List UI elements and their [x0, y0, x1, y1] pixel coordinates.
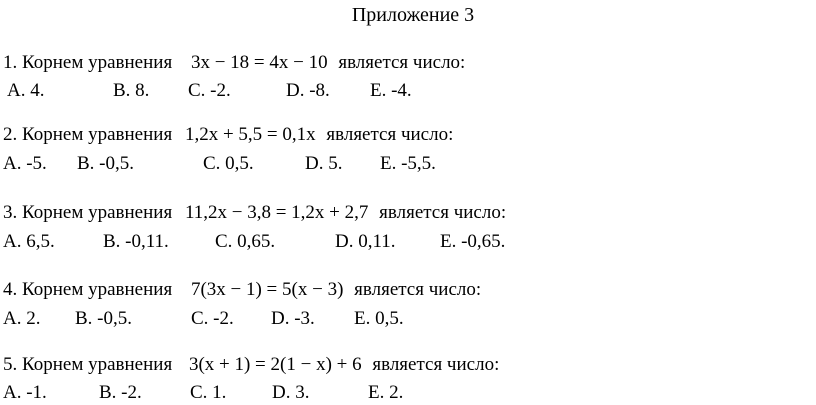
answer-d: D. -8.	[286, 80, 330, 101]
question-2	[3, 124, 453, 146]
answer-a: A. -5.	[3, 153, 47, 174]
answer-a: A. 6,5.	[3, 231, 55, 252]
answer-b: B. -0,11.	[103, 231, 169, 252]
answer-c: C. 1.	[190, 382, 227, 403]
question-5-prefix: 5. Корнем уравнения	[3, 354, 173, 375]
answer-c: C. 0,5.	[203, 153, 254, 174]
answer-b: B. -0,5.	[77, 153, 134, 174]
answer-e: E. 2.	[368, 382, 404, 403]
question-1	[3, 52, 465, 74]
question-1-equation: 3x − 18 = 4x − 10	[190, 52, 328, 73]
answer-a: A. 4.	[7, 80, 45, 101]
answer-a: A. -1.	[3, 382, 47, 403]
question-3-prefix: 3. Корнем уравнения	[3, 202, 173, 223]
question-5-equation: 3(x + 1) = 2(1 − x) + 6	[188, 354, 362, 375]
answer-e: E. -4.	[370, 80, 412, 101]
answer-d: D. 5.	[305, 153, 343, 174]
question-2-equation: 1,2x + 5,5 = 0,1x	[184, 124, 316, 145]
answer-e: E. 0,5.	[354, 308, 404, 329]
answer-b: B. -0,5.	[75, 308, 132, 329]
page-title: Приложение 3	[351, 4, 475, 26]
question-4-equation: 7(3x − 1) = 5(x − 3)	[190, 279, 344, 300]
question-1-prefix: 1. Корнем уравнения	[3, 52, 173, 73]
question-4	[3, 279, 481, 301]
answer-d: D. 0,11.	[335, 231, 396, 252]
question-4-suffix: является число:	[354, 279, 482, 300]
answer-c: C. -2.	[191, 308, 234, 329]
question-1-suffix: является число:	[338, 52, 466, 73]
question-2-suffix: является число:	[326, 124, 454, 145]
answer-e: E. -0,65.	[440, 231, 506, 252]
question-5	[3, 354, 499, 376]
question-2-prefix: 2. Корнем уравнения	[3, 124, 173, 145]
question-5-suffix: является число:	[372, 354, 500, 375]
answer-c: C. -2.	[188, 80, 231, 101]
answer-c: C. 0,65.	[215, 231, 276, 252]
answer-d: D. 3.	[272, 382, 310, 403]
question-3-equation: 11,2x − 3,8 = 1,2x + 2,7	[184, 202, 369, 223]
answer-a: A. 2.	[3, 308, 41, 329]
question-3-suffix: является число:	[379, 202, 507, 223]
question-3	[3, 202, 506, 224]
answer-b: B. -2.	[99, 382, 142, 403]
answer-e: E. -5,5.	[380, 153, 436, 174]
answer-b: B. 8.	[113, 80, 150, 101]
question-4-prefix: 4. Корнем уравнения	[3, 279, 173, 300]
answer-d: D. -3.	[271, 308, 315, 329]
